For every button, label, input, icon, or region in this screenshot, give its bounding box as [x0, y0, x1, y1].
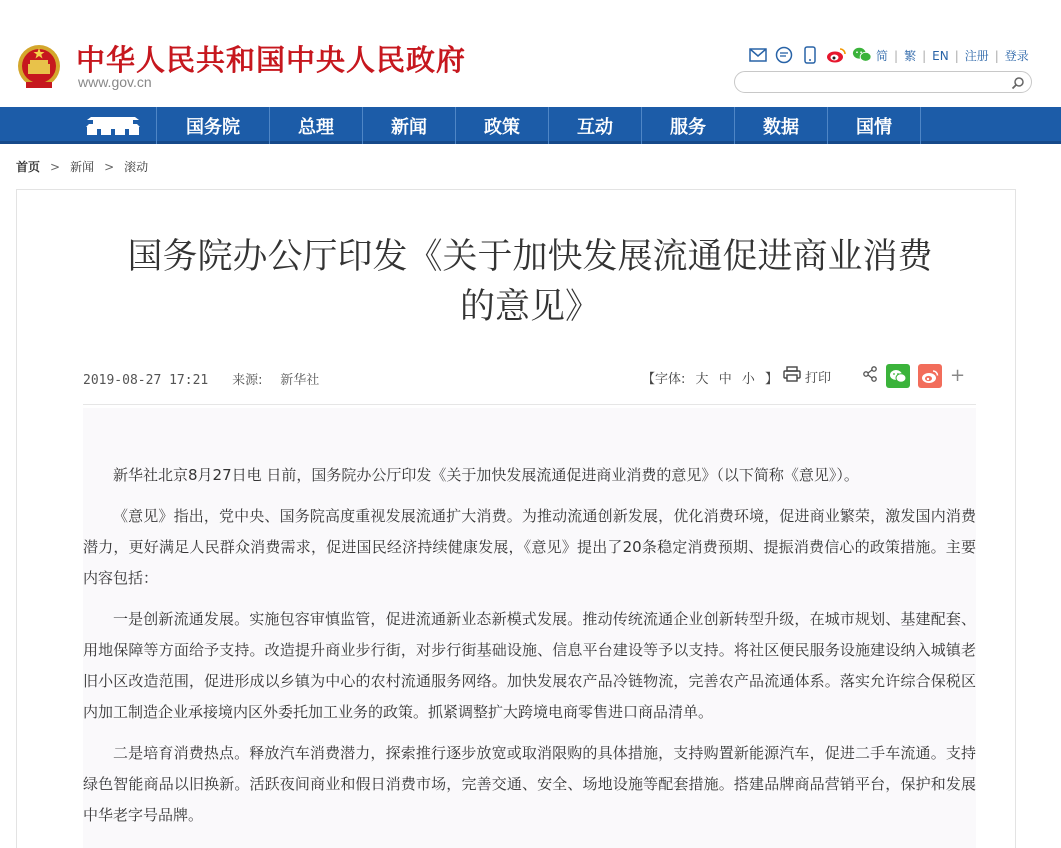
national-emblem-icon[interactable] [16, 42, 62, 92]
english-link[interactable]: EN [932, 48, 949, 63]
source-label: 来源: [232, 373, 263, 388]
nav-home-button[interactable] [70, 107, 156, 144]
separator: | [922, 48, 927, 63]
wechat-share-icon[interactable] [886, 364, 910, 388]
search-box [734, 71, 1032, 93]
search-icon[interactable] [1011, 75, 1025, 89]
article-paragraph: 新华社北京8月27日电 日前，国务院办公厅印发《关于加快发展流通促进商业消费的意见》（以下简称《意见》）。 [113, 466, 859, 484]
separator: | [994, 48, 999, 63]
meta-divider [83, 404, 976, 405]
font-size-large-button[interactable]: 大 [695, 372, 709, 387]
article-meta [83, 369, 319, 388]
more-share-icon[interactable]: + [950, 365, 966, 386]
article-title [60, 232, 1000, 332]
separator: | [894, 48, 899, 63]
article-paragraph: 一是创新流通发展。实施包容审慎监管，促进流通新业态新模式发展。推动传统流通企业创新转型升级，在城市规划、基建配套、用地保障等方面给予支持。改造提升商业步行街，对步行街基础设施、信息平台建设等予以支持。将社区便民服务设施建设纳入城镇老旧小区改造范围，促进形成以乡镇为中心的农村流通服务网络。加快发展农产品冷链物流，完善农产品流通体系。落实允许综合保税区内加工制造企业承接境内区外委托加工业务的政策。抓紧调整扩大跨境电商零售进口商品清单。 [83, 610, 976, 721]
article-paragraph: 二是培育消费热点。释放汽车消费潜力，探索推行逐步放宽或取消限购的具体措施，支持购置新能源汽车，促进二手车流通。支持绿色智能商品以旧换新。活跃夜间商业和假日消费市场，完善交通、安全、场地设施等配套措施。搭建品牌商品营销平台，保护和发展中华老字号品牌。 [83, 744, 976, 824]
traditional-chinese-link[interactable]: 繁 [904, 49, 917, 63]
font-size-small-button[interactable]: 小 [741, 372, 755, 387]
main-nav [0, 107, 1061, 144]
language-account-links [876, 47, 1029, 64]
breadcrumb-news[interactable]: 新闻 [70, 160, 95, 174]
nav-item-national-conditions[interactable]: 国情 [827, 107, 920, 144]
article-paragraph: 《意见》指出，党中央、国务院高度重视发展流通扩大消费。为推动流通创新发展，优化消费环境，促进商业繁荣，激发国内消费潜力，更好满足人民群众消费需求，促进国民经济持续健康发展，《意见》提出了20条稳定消费预期、提振消费信心的政策措施。主要内容包括： [83, 507, 976, 587]
nav-item-interaction[interactable]: 互动 [548, 107, 641, 144]
site-title[interactable]: 中华人民共和国中央人民政府 [76, 43, 467, 77]
article-title-line-2: 的意见》 [459, 287, 600, 327]
nav-item-data[interactable]: 数据 [734, 107, 827, 144]
printer-icon [783, 366, 801, 386]
article-title-line-1: 国务院办公厅印发《关于加快发展流通促进商业消费 [127, 237, 933, 277]
separator: | [954, 48, 959, 63]
simplified-chinese-link[interactable]: 简 [876, 49, 889, 63]
nav-item-services[interactable]: 服务 [641, 107, 734, 144]
font-size-label: 【字体: [642, 372, 686, 387]
nav-divider [920, 107, 921, 144]
chevron-right-icon: > [50, 159, 61, 174]
article-body [83, 460, 976, 841]
font-size-close-bracket: 】 [765, 372, 779, 387]
share-icon[interactable] [862, 366, 878, 386]
tiananmen-icon [83, 111, 143, 141]
breadcrumb-scroll[interactable]: 滚动 [124, 160, 149, 174]
weibo-share-icon[interactable] [918, 364, 942, 388]
font-size-medium-button[interactable]: 中 [718, 372, 732, 387]
top-icon-bar [748, 44, 872, 66]
chat-icon[interactable] [774, 45, 794, 65]
mail-icon[interactable] [748, 45, 768, 65]
font-size-control [639, 368, 781, 387]
publish-date: 2019-08-27 17:21 [83, 373, 209, 388]
print-label: 打印 [805, 370, 832, 386]
breadcrumb-home[interactable]: 首页 [16, 160, 41, 174]
nav-item-premier[interactable]: 总理 [269, 107, 362, 144]
source-name: 新华社 [280, 373, 320, 388]
wechat-icon[interactable] [852, 45, 872, 65]
site-url[interactable]: www.gov.cn [78, 74, 152, 90]
weibo-icon[interactable] [826, 45, 846, 65]
breadcrumb [16, 158, 148, 175]
chevron-right-icon: > [104, 159, 115, 174]
print-button[interactable] [783, 366, 831, 386]
login-link[interactable]: 登录 [1004, 49, 1029, 63]
register-link[interactable]: 注册 [964, 49, 989, 63]
share-bar [862, 364, 965, 388]
site-header [0, 0, 1061, 107]
nav-item-policy[interactable]: 政策 [455, 107, 548, 144]
nav-item-news[interactable]: 新闻 [362, 107, 455, 144]
mobile-icon[interactable] [800, 45, 820, 65]
search-input[interactable] [745, 74, 1005, 90]
nav-item-state-council[interactable]: 国务院 [156, 107, 269, 144]
